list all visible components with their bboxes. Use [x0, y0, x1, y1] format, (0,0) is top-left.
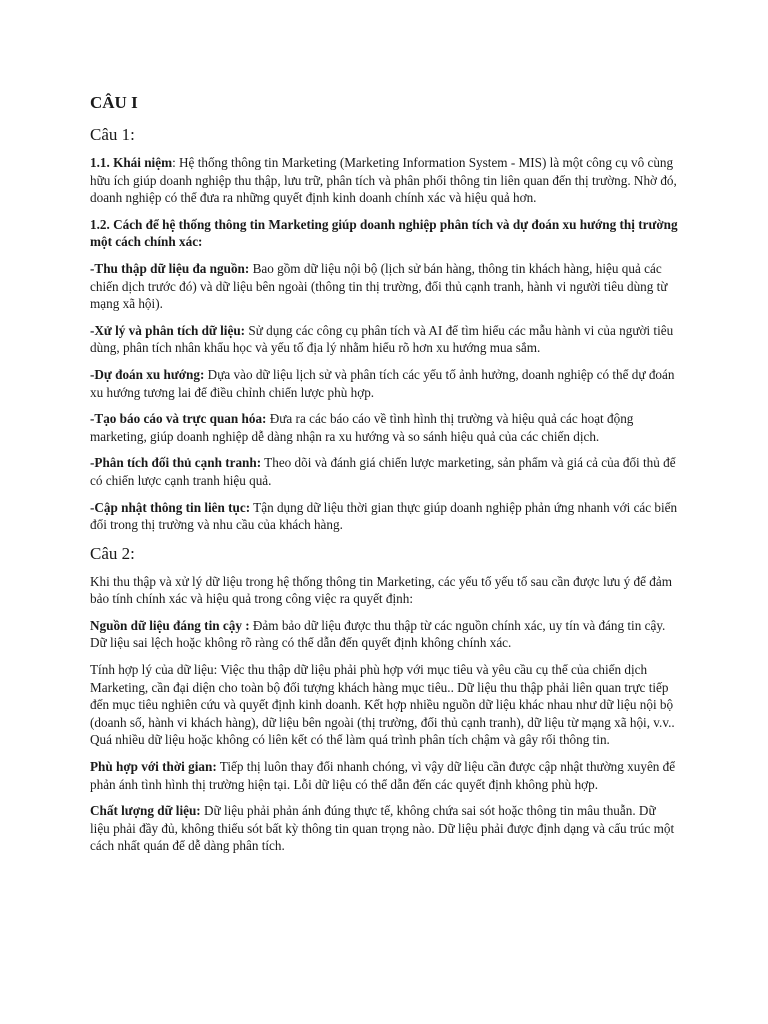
question-1-title: Câu 1: [90, 125, 135, 144]
list-item-text: Tận dụng dữ liệu thời gian thực giúp doanh nghiệp phản ứng nhanh với các biến đổi trong thị trường và nhu cầu của khách hàng. [90, 499, 678, 533]
paragraph-text: Tiếp thị luôn thay đổi nhanh chóng, vì vậy dữ liệu cần được cập nhật thường xuyên để phản ánh tình hình thị trường hiện tại. Lỗi dữ liệu có thể dẫn đến các quyết định không phù hợp. [90, 759, 676, 792]
reliable-source-paragraph [90, 617, 678, 652]
question-2-intro: Khi thu thập và xử lý dữ liệu trong hệ thống thông tin Marketing, các yếu tố yếu tố sau cần được lưu ý để đảm bảo tính chính xác và hiệu quả trong công việc ra quyết định: [90, 573, 672, 607]
list-item-text: Theo dõi và đánh giá chiến lược marketing, sản phẩm và giá cả của đối thủ để có chiến lược cạnh tranh hiệu quả. [90, 455, 676, 488]
data-quality-paragraph [90, 802, 678, 855]
list-item-text: Dựa vào dữ liệu lịch sử và phân tích các yếu tố ảnh hưởng, doanh nghiệp có thể dự đoán xu hướng tương lai để điều chỉnh chiến lược phù hợp. [90, 366, 675, 400]
list-item [90, 366, 678, 401]
document-page [90, 92, 678, 864]
list-item-text: Bao gồm dữ liệu nội bộ (lịch sử bán hàng, thông tin khách hàng, hiệu quả các chiến dịch trước đó) và dữ liệu bên ngoài (thông tin thị trường, đối thủ cạnh tranh, hành vi người tiêu dùng từ mạng xã hội). [90, 260, 668, 312]
list-item-lead: -Cập nhật thông tin liên tục: [90, 499, 251, 515]
list-item [90, 410, 678, 445]
list-item-lead: -Xử lý và phân tích dữ liệu: [90, 322, 246, 338]
definition-paragraph [90, 154, 678, 207]
list-item [90, 499, 678, 534]
list-item-text: Đưa ra các báo cáo về tình hình thị trường và hiệu quả các hoạt động marketing, giúp doanh nghiệp dễ dàng nhận ra xu hướng và so sánh hiệu quả của các chiến dịch. [90, 411, 634, 444]
paragraph-lead: Phù hợp với thời gian: [90, 759, 217, 775]
data-relevance-paragraph: Tính hợp lý của dữ liệu: Việc thu thập dữ liệu phải phù hợp với mục tiêu và yêu cầu cụ thể của chiến dịch Marketing, cần đại diện cho toàn bộ đối tượng khách hàng mục tiêu.. Dữ liệu thu thập phải liên quan trực tiếp đến mục tiêu nghiên cứu và quyết định kinh doanh. Kết hợp nhiều nguồn dữ liệu khác nhau như dữ liệu nội bộ (doanh số, hành vi khách hàng), dữ liệu bên ngoài (thị trường, đối thủ cạnh tranh), dữ liệu từ mạng xã hội, v.v.. Quá nhiều dữ liệu hoặc không có liên kết có thể làm quá trình phân tích chậm và gây rối thông tin. [90, 662, 675, 748]
paragraph-lead: Nguồn dữ liệu đáng tin cậy : [90, 617, 250, 633]
paragraph-text: Dữ liệu phải phản ánh đúng thực tế, không chứa sai sót hoặc thông tin mâu thuẫn. Dữ liệu phải đầy đủ, không thiếu sót bất kỳ thông tin quan trọng nào. Dữ liệu phải được định dạng và cấu trúc một cách nhất quán để dễ dàng phân tích. [90, 803, 675, 854]
list-item-lead: -Phân tích đối thủ cạnh tranh: [90, 455, 262, 471]
list-item [90, 260, 678, 313]
timeliness-paragraph [90, 758, 678, 793]
question-2-title: Câu 2: [90, 543, 135, 563]
paragraph-text: Đảm bảo dữ liệu được thu thập từ các nguồn chính xác, uy tín và đáng tin cậy. Dữ liệu sai lệch hoặc không rõ ràng có thể dẫn đến quyết định không chính xác. [90, 617, 666, 651]
section-1-2-heading: 1.2. Cách để hệ thống thông tin Marketing giúp doanh nghiệp phân tích và dự đoán xu hướng thị trường một cách chính xác: [90, 216, 678, 250]
chapter-title: CÂU I [90, 93, 138, 112]
paragraph-lead: Chất lượng dữ liệu: [90, 803, 201, 819]
list-item-lead: -Dự đoán xu hướng: [90, 366, 205, 382]
list-item [90, 322, 678, 357]
list-item [90, 454, 678, 489]
definition-text: : Hệ thống thông tin Marketing (Marketing Information System - MIS) là một công cụ vô cùng hữu ích giúp doanh nghiệp thu thập, lưu trữ, phân tích và phân phối thông tin liên quan đến thị trường. Nhờ đó, doanh nghiệp có thể đưa ra những quyết định kinh doanh chính xác và hiệu quả hơn. [90, 155, 677, 206]
list-item-text: Sử dụng các công cụ phân tích và AI để tìm hiểu các mẫu hành vi của người tiêu dùng, phân tích nhân khẩu học và yếu tố địa lý nhằm hiểu rõ hơn xu hướng mua sắm. [90, 322, 674, 356]
definition-lead: 1.1. Khái niệm [90, 155, 173, 170]
list-item-lead: -Thu thập dữ liệu đa nguồn: [90, 260, 250, 276]
list-item-lead: -Tạo báo cáo và trực quan hóa: [90, 411, 267, 427]
